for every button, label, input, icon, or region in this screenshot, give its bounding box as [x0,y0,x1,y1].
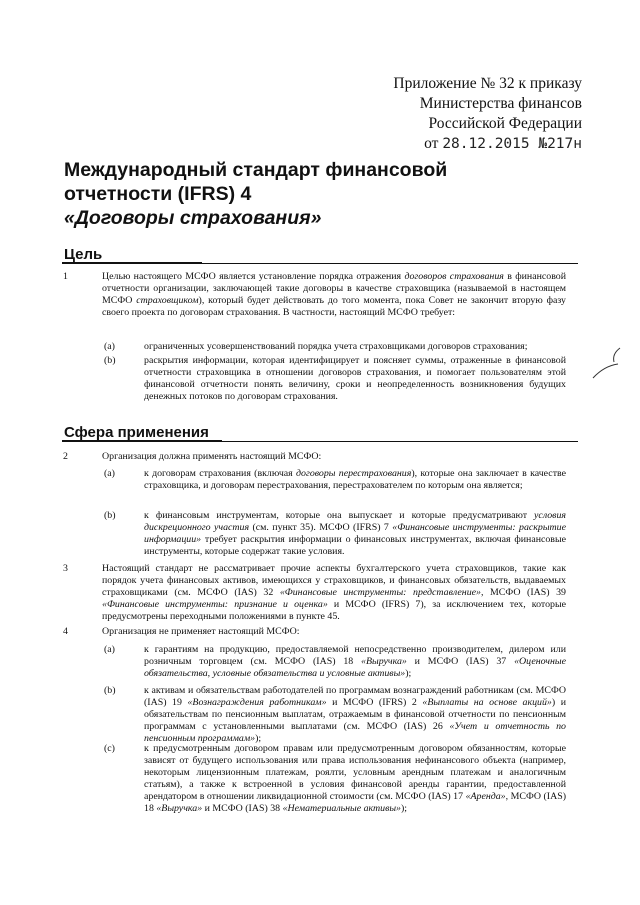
subitem-text [144,685,566,745]
title-line-3: «Договоры страхования» [64,207,322,229]
appendix-line: Приложение № 32 к приказу [393,75,582,92]
text-run: и МСФО (IFRS) 7), за исключением тех, которые предусмотрены переходными положениями в пункте 45. [102,599,566,623]
subitem-text [144,644,566,680]
text-run: Настоящий стандарт не рассматривает прочие аспекты бухгалтерского учета страховщиков, такие как порядок учета финансовых активов, имеющихся у страховщиков, и финансовых обязательств, выдаваемых страховщиками (см. МСФО (IAS) 32 [102,563,566,599]
text-run: Целью настоящего МСФО является установление порядка отражения [102,271,405,282]
date-stamp: 28.12.2015 №217н [442,136,582,152]
section-underline-scope [62,440,222,442]
term-italic: условия дискреционного участия [144,510,566,534]
term-italic: договоры перестрахования [296,468,412,479]
text-run: и МСФО (IAS) 37 [406,656,515,668]
term-italic: «Учет и отчетность по пенсионным программам» [144,721,566,745]
term-italic: «Аренда» [465,791,506,803]
title-line-2: отчетности (IFRS) 4 [64,183,252,205]
text-run: ), которые она заключает в качестве страховщика, и договорам перестрахования, перестрахователем по которым она является; [144,468,566,492]
term-italic: «Финансовые инструменты: признание и оценка» [102,599,328,611]
paragraph-2-text: Организация должна применять настоящий МСФО: [102,451,322,462]
term-italic: «Нематериальные активы» [282,803,401,815]
title-line-1: Международный стандарт финансовой [64,159,448,181]
date-prefix: от [424,135,439,152]
text-run: и МСФО (IAS) 38 [202,803,283,815]
section-heading-goal: Цель [64,246,103,263]
section-heading-scope: Сфера применения [64,424,209,441]
paragraph-number: 4 [63,626,68,637]
country-line: Российской Федерации [428,115,582,132]
text-run: ); [255,733,262,745]
subitem-text [144,510,566,558]
subitem-text [144,743,566,816]
term-italic: «Финансовые инструменты: представление» [279,587,481,599]
text-run: к активам и обязательствам работодателей по программам вознаграждений работникам (см. МСФО (IAS) 19 [144,685,566,709]
handwritten-mark-icon [590,346,630,386]
text-run: требует раскрытия информации о финансовых инструментах, включая финансовые инструменты, которые содержат такие условия. [144,534,566,558]
text-run: к финансовым инструментам, которые она выпускает и которые предусматривают [144,510,535,521]
subitem-label: (b) [104,685,116,696]
term-italic: «Вознаграждения работникам» [187,697,327,709]
term-italic: «Выручка» [156,803,203,815]
term-italic: «Финансовые инструменты: раскрытие информации» [144,522,566,546]
text-run: к гарантиям на продукцию, предоставляемой непосредственно производителем, дилером или розничным торговцем (см. МСФО (IAS) 18 [144,644,566,668]
document-header [322,74,582,154]
text-run: ), который будет действовать до того момента, пока Совет не закончит вторую фазу своего проекта по договорам страхования. В частности, настоящий МСФО требует: [102,295,566,319]
order-date-line [322,134,582,154]
term-italic: «Выручка» [361,656,407,668]
text-run: , МСФО (IAS) 39 [480,587,566,599]
paragraph-4-text: Организация не применяет настоящий МСФО: [102,626,300,637]
term-italic: договоров страхования [404,271,504,282]
text-run: к предусмотренным договором правам или предусмотренным договором обязанностям, которые зависят от будущего использования или права использования нефинансового объекта (например, некоторым лицензионным платежам, роялти, условным арендным платежам и аналогичным статьям), а также к встроенной в условия финансовой аренды гарантии, предоставленной арендатором в отношении ликвидационной стоимости (см. МСФО (IAS) 17 [144,743,566,803]
ministry-line: Министерства финансов [419,95,582,112]
text-run: в финансовой отчетности организации, заключающей такие договоры в качестве страховщика (называемой в настоящем МСФО [102,271,567,307]
text-run: (см. пункт 35). МСФО (IFRS) 7 [249,522,393,534]
term-italic: «Оценочные обязательства, условные обязательства и условные активы» [144,656,566,680]
text-run: ) и обязательствам по пенсионным выплатам, отражаемым в финансовой отчетности по пенсионным программам с установленными выплатами (см. МСФО (IAS) 26 [144,697,566,733]
subitem-text: раскрытия информации, которая идентифицирует и поясняет суммы, отраженные в финансовой отчетности страховщика в отношении договоров страхования, и помогает пользователям этой финансовой отчетности понять величину, сроки и неопределенность возникновения будущих денежных потоков по договорам страхования. [144,355,566,403]
subitem-label: (b) [104,355,116,366]
term-italic: страховщиком [136,295,199,307]
text-run: и МСФО (IFRS) 2 [326,697,423,709]
document-title [64,158,564,230]
section-underline-goal [62,262,202,264]
text-run: к договорам страхования (включая [144,468,297,479]
subitem-text: ограниченных усовершенствований порядка учета страховщиками договоров страхования; [144,341,528,352]
subitem-label: (a) [104,468,115,479]
subitem-label: (a) [104,341,115,352]
paragraph-1-text [102,271,566,319]
subitem-label: (c) [104,743,115,754]
text-run: ); [401,803,408,815]
paragraph-number: 1 [63,271,68,282]
text-run: , МСФО (IAS) 18 [144,791,566,815]
subitem-label: (b) [104,510,116,521]
term-italic: «Выплаты на основе акций» [422,697,552,709]
paragraph-number: 2 [63,451,68,462]
subitem-text [144,468,566,492]
subitem-label: (a) [104,644,115,655]
paragraph-3-text [102,563,566,623]
paragraph-number: 3 [63,563,68,574]
text-run: ); [405,668,412,680]
